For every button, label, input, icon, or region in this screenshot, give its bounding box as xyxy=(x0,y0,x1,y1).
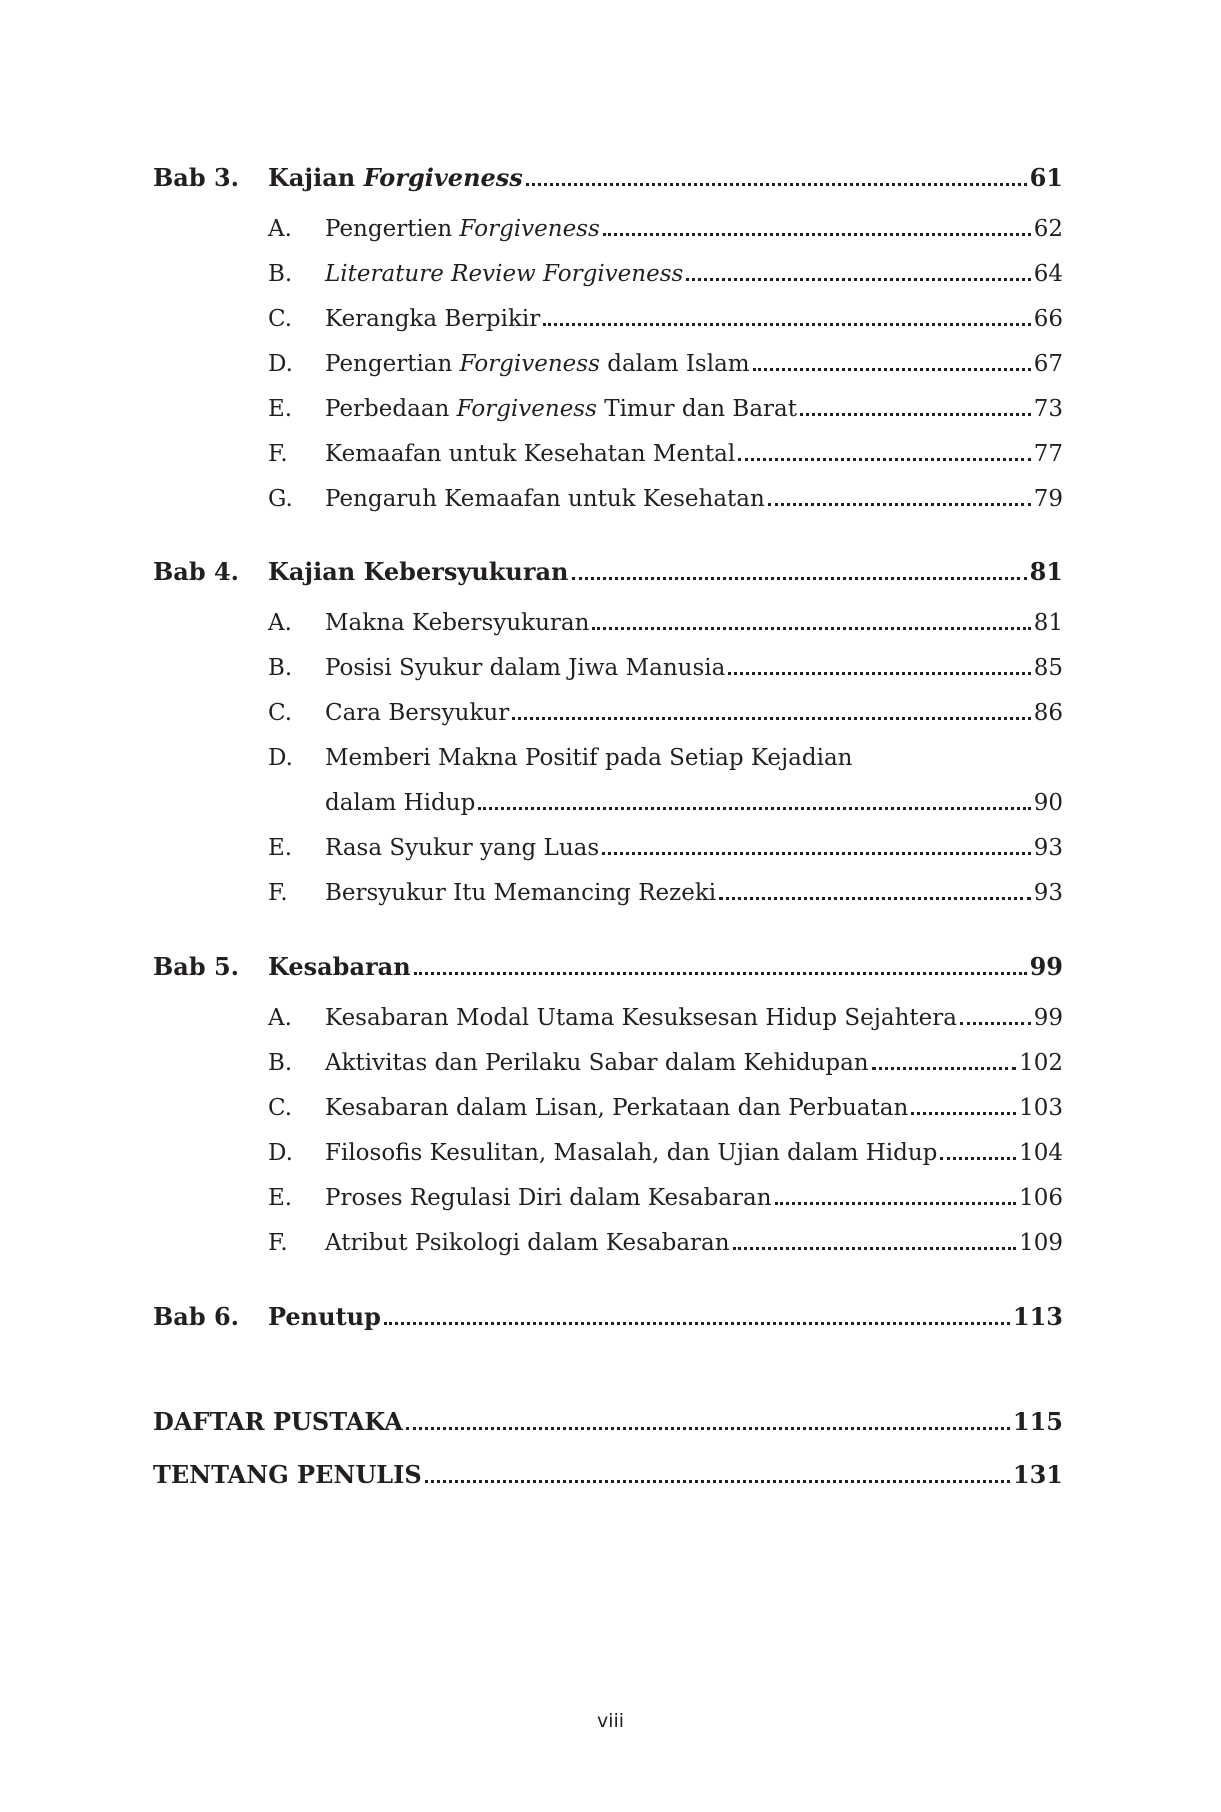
italic-term: Forgiveness xyxy=(459,216,600,242)
entry-title xyxy=(325,880,716,906)
title-text: Proses Regulasi Diri dalam Kesabaran xyxy=(325,1185,772,1211)
page-ref: 115 xyxy=(1012,1407,1063,1436)
toc-section-entry[interactable] xyxy=(268,433,1063,467)
page-ref: 103 xyxy=(1019,1095,1063,1121)
entry-title xyxy=(325,1230,730,1256)
dot-leader xyxy=(960,1022,1031,1025)
section-letter: A. xyxy=(268,610,292,636)
toc-section-entry[interactable] xyxy=(268,1132,1063,1166)
section-letter: F. xyxy=(268,880,288,906)
toc-section-entry[interactable] xyxy=(268,1222,1063,1256)
page-ref: 93 xyxy=(1033,835,1063,861)
page-ref: 99 xyxy=(1029,952,1063,981)
chapter-label: Bab 5. xyxy=(153,952,240,981)
page-ref: 67 xyxy=(1033,351,1063,377)
entry-title: DAFTAR PUSTAKA xyxy=(153,1407,403,1436)
toc-section-continuation[interactable] xyxy=(325,782,1063,816)
title-text: Posisi Syukur dalam Jiwa Manusia xyxy=(325,655,726,681)
page-ref: 61 xyxy=(1029,163,1063,192)
title-text: Filosofis Kesulitan, Masalah, dan Ujian dalam Hidup xyxy=(325,1140,938,1166)
entry-title xyxy=(325,655,725,681)
entry-title xyxy=(325,261,683,287)
chapter-label: Bab 4. xyxy=(153,557,240,586)
dot-leader xyxy=(384,1322,1010,1325)
dot-leader xyxy=(592,627,1030,630)
entry-title xyxy=(325,1140,937,1166)
page-ref: 90 xyxy=(1033,790,1063,816)
title-text: Atribut Psikologi dalam Kesabaran xyxy=(325,1230,730,1256)
toc-backmatter-entry[interactable] xyxy=(153,1402,1063,1436)
entry-title xyxy=(268,1302,381,1331)
chapter-label: Bab 6. xyxy=(153,1302,240,1331)
toc-section-entry[interactable] xyxy=(268,478,1063,512)
section-letter: C. xyxy=(268,306,293,332)
section-letter: B. xyxy=(268,655,293,681)
entry-title xyxy=(325,216,600,242)
entry-title xyxy=(325,351,750,377)
section-letter: B. xyxy=(268,261,293,287)
page-ref: 86 xyxy=(1033,700,1063,726)
section-letter: F. xyxy=(268,441,288,467)
entry-title xyxy=(325,396,797,422)
dot-leader xyxy=(478,807,1030,810)
title-text: Pengertien xyxy=(325,216,460,242)
toc-section-entry[interactable] xyxy=(268,827,1063,861)
entry-title xyxy=(325,486,765,512)
dot-leader xyxy=(526,183,1027,186)
toc-section-entry[interactable] xyxy=(268,1177,1063,1211)
dot-leader xyxy=(800,413,1031,416)
toc-chapter-entry[interactable] xyxy=(153,1297,1063,1331)
section-letter: A. xyxy=(268,1005,292,1031)
page-ref: 106 xyxy=(1019,1185,1063,1211)
title-text: Memberi Makna Positif pada Setiap Kejadian xyxy=(325,745,853,771)
section-letter: C. xyxy=(268,1095,293,1121)
toc-section-entry[interactable] xyxy=(268,647,1063,681)
italic-term: Literature Review Forgiveness xyxy=(325,261,684,287)
dot-leader xyxy=(603,233,1031,236)
italic-term: Forgiveness xyxy=(456,396,597,422)
section-letter: E. xyxy=(268,396,293,422)
section-letter: G. xyxy=(268,486,293,512)
title-text: Kajian xyxy=(268,163,364,192)
title-text: Kesabaran dalam Lisan, Perkataan dan Perbuatan xyxy=(325,1095,909,1121)
title-text: Aktivitas dan Perilaku Sabar dalam Kehidupan xyxy=(325,1050,869,1076)
section-letter: E. xyxy=(268,835,293,861)
title-text: Makna Kebersyukuran xyxy=(325,610,590,636)
dot-leader xyxy=(872,1067,1016,1070)
toc-backmatter-entry[interactable] xyxy=(153,1455,1063,1489)
title-text: Pengaruh Kemaafan untuk Kesehatan xyxy=(325,486,765,512)
italic-term: Forgiveness xyxy=(363,163,523,192)
entry-title xyxy=(268,163,523,192)
chapter-label: Bab 3. xyxy=(153,163,240,192)
page-ref: 66 xyxy=(1033,306,1063,332)
section-letter: B. xyxy=(268,1050,293,1076)
toc-chapter-entry[interactable] xyxy=(153,552,1063,586)
toc-section-entry[interactable] xyxy=(268,997,1063,1031)
title-text: Penutup xyxy=(268,1302,381,1331)
dot-leader xyxy=(512,717,1031,720)
entry-title: TENTANG PENULIS xyxy=(153,1460,422,1489)
toc-section-entry[interactable] xyxy=(268,1087,1063,1121)
page-ref: 99 xyxy=(1033,1005,1063,1031)
page-ref: 64 xyxy=(1033,261,1063,287)
dot-leader xyxy=(733,1247,1017,1250)
title-text: Bersyukur Itu Memancing Rezeki xyxy=(325,880,717,906)
toc-section-entry[interactable] xyxy=(268,298,1063,332)
section-letter: F. xyxy=(268,1230,288,1256)
dot-leader xyxy=(911,1112,1016,1115)
title-text: Kesabaran Modal Utama Kesuksesan Hidup Sejahtera xyxy=(325,1005,957,1031)
toc-section-entry[interactable] xyxy=(268,253,1063,287)
entry-title xyxy=(325,745,853,771)
page-ref: 77 xyxy=(1033,441,1063,467)
section-letter: E. xyxy=(268,1185,293,1211)
italic-term: Forgiveness xyxy=(459,351,600,377)
dot-leader xyxy=(425,1480,1010,1483)
dot-leader xyxy=(406,1427,1010,1430)
entry-title xyxy=(325,441,735,467)
section-letter: D. xyxy=(268,1140,293,1166)
section-letter: D. xyxy=(268,745,293,771)
title-text: Cara Bersyukur xyxy=(325,700,510,726)
page-ref: 81 xyxy=(1033,610,1063,636)
entry-title xyxy=(325,306,540,332)
page-ref: 73 xyxy=(1033,396,1063,422)
dot-leader xyxy=(768,503,1031,506)
page-ref: 79 xyxy=(1033,486,1063,512)
page-ref: 62 xyxy=(1033,216,1063,242)
entry-title xyxy=(325,700,509,726)
title-text: dalam Islam xyxy=(599,351,750,377)
toc-section-entry[interactable] xyxy=(268,692,1063,726)
title-text: Timur dan Barat xyxy=(596,396,797,422)
toc-section-entry[interactable] xyxy=(268,388,1063,422)
dot-leader xyxy=(753,368,1031,371)
page-ref: 102 xyxy=(1019,1050,1063,1076)
title-text: Kajian Kebersyukuran xyxy=(268,557,569,586)
toc-section-entry[interactable] xyxy=(268,872,1063,906)
dot-leader xyxy=(543,323,1030,326)
entry-title-continuation: dalam Hidup xyxy=(325,790,476,816)
dot-leader xyxy=(940,1157,1016,1160)
dot-leader xyxy=(572,577,1027,580)
dot-leader xyxy=(414,972,1027,975)
title-text: Rasa Syukur yang Luas xyxy=(325,835,600,861)
page-ref: 131 xyxy=(1012,1460,1063,1489)
entry-title xyxy=(325,610,589,636)
toc-section-entry[interactable] xyxy=(268,343,1063,377)
entry-title xyxy=(325,1050,869,1076)
dot-leader xyxy=(602,852,1031,855)
toc-section-entry[interactable] xyxy=(268,1042,1063,1076)
title-text: Pengertian xyxy=(325,351,460,377)
entry-title xyxy=(325,835,599,861)
dot-leader xyxy=(686,278,1030,281)
page-ref: 113 xyxy=(1012,1302,1063,1331)
entry-title xyxy=(268,557,569,586)
toc-chapter-entry[interactable] xyxy=(153,158,1063,192)
entry-title xyxy=(325,1005,957,1031)
page-ref: 109 xyxy=(1019,1230,1063,1256)
entry-title xyxy=(325,1095,908,1121)
toc-chapter-entry[interactable] xyxy=(153,947,1063,981)
toc-section-entry[interactable] xyxy=(268,737,1063,771)
title-text: Perbedaan xyxy=(325,396,457,422)
page-ref: 85 xyxy=(1033,655,1063,681)
entry-title xyxy=(268,952,411,981)
dot-leader xyxy=(728,672,1030,675)
toc-section-entry[interactable] xyxy=(268,208,1063,242)
page-ref: 104 xyxy=(1019,1140,1063,1166)
dot-leader xyxy=(738,458,1031,461)
entry-title xyxy=(325,1185,772,1211)
toc-section-entry[interactable] xyxy=(268,602,1063,636)
section-letter: D. xyxy=(268,351,293,377)
title-text: Kerangka Berpikir xyxy=(325,306,541,332)
dot-leader xyxy=(719,897,1031,900)
page-ref: 93 xyxy=(1033,880,1063,906)
section-letter: C. xyxy=(268,700,293,726)
page-ref: 81 xyxy=(1029,557,1063,586)
dot-leader xyxy=(775,1202,1017,1205)
title-text: Kemaafan untuk Kesehatan Mental xyxy=(325,441,736,467)
page-number: viii xyxy=(596,1710,625,1732)
section-letter: A. xyxy=(268,216,292,242)
title-text: Kesabaran xyxy=(268,952,411,981)
